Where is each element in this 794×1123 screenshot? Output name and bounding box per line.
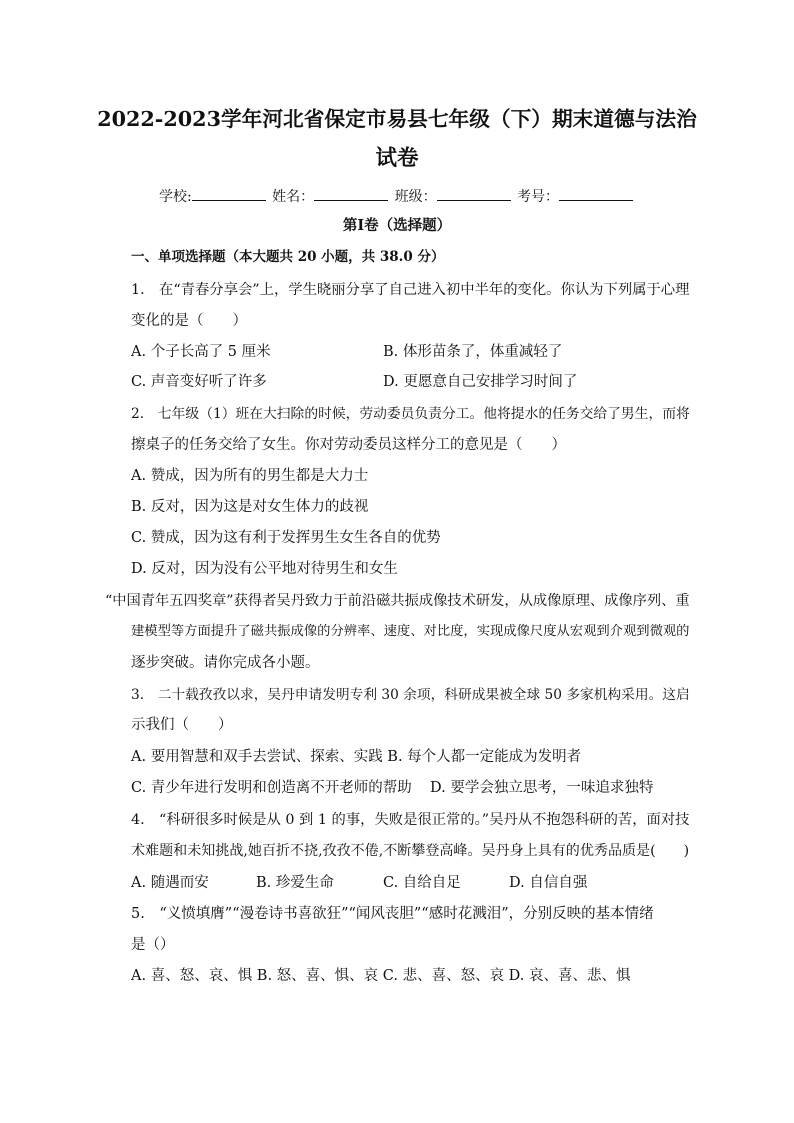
section-title: 第Ⅰ卷（选择题） bbox=[342, 217, 452, 234]
q2-option-c: C. 赞成，因为这有利于发挥男生女生各自的优势 bbox=[131, 530, 441, 546]
class-blank bbox=[437, 186, 511, 201]
q4-option-d: D. 自信自强 bbox=[509, 875, 588, 891]
q3-options-a-b: A. 要用智慧和双手去尝试、探索、实践 B. 每个人都一定能成为发明者 bbox=[131, 749, 582, 765]
q2-stem-line-2: 擦桌子的任务交给了女生。你对劳动委员这样分工的意见是（ ） bbox=[131, 437, 566, 453]
exam-number-label: 考号： bbox=[517, 189, 560, 205]
q2-stem-line-1: 2. 七年级（1）班在大扫除的时候，劳动委员负责分工。他将提水的任务交给了男生，而将 bbox=[131, 406, 690, 422]
q3-stem-line-2: 示我们（ ） bbox=[131, 717, 233, 733]
q4-option-c: C. 自给自足 bbox=[383, 875, 461, 891]
q1-stem-line-2: 变化的是（ ） bbox=[131, 313, 247, 329]
exam-title-line-1: 2022-2023学年河北省保定市易县七年级（下）期末道德与法治 bbox=[97, 107, 697, 131]
exam-title-line-2: 试卷 bbox=[375, 146, 419, 171]
q5-stem-line-2: 是（） bbox=[131, 937, 175, 953]
name-label: 姓名： bbox=[272, 189, 315, 205]
q3-option-c: C. 青少年进行发明和创造离不开老师的帮助 bbox=[131, 780, 412, 796]
q5-stem-line-1: 5. “义愤填膺”“漫卷诗书喜欲狂”“闻风丧胆”“感时花溅泪”，分别反映的基本情绪 bbox=[131, 906, 654, 922]
q4-option-b: B. 珍爱生命 bbox=[256, 875, 334, 891]
school-label: 学校: bbox=[158, 189, 192, 205]
q3-option-d: D. 要学会独立思考，一味追求独特 bbox=[430, 780, 654, 796]
q3-stem-line-1: 3. 二十载孜孜以求，吴丹申请发明专利 30 余项，科研成果被全球 50 多家机构采用。这启 bbox=[131, 687, 690, 703]
q4-option-a: A. 随遇而安 bbox=[131, 875, 209, 891]
exam-number-blank bbox=[559, 186, 633, 201]
name-blank bbox=[314, 186, 388, 201]
passage-line-3: 逐步突破。请你完成各小题。 bbox=[131, 655, 320, 671]
passage-line-1: “中国青年五四奖章”获得者吴丹致力于前沿磁共振成像技术研发，从成像原理、成像序列、重 bbox=[105, 593, 690, 609]
school-blank bbox=[192, 186, 266, 201]
q1-option-b: B. 体形苗条了，体重减轻了 bbox=[383, 344, 563, 360]
q4-stem-line-2: 术难题和未知挑战,她百折不挠,孜孜不倦,不断攀登高峰。吴丹身上具有的优秀品质是( ) bbox=[131, 843, 690, 859]
student-info-row bbox=[0, 186, 794, 207]
q1-option-d: D. 更愿意自己安排学习时间了 bbox=[383, 374, 578, 390]
class-label: 班级： bbox=[394, 189, 437, 205]
q2-option-b: B. 反对，因为这是对女生体力的歧视 bbox=[131, 499, 369, 515]
q2-option-a: A. 赞成，因为所有的男生都是大力士 bbox=[131, 468, 369, 484]
q4-stem-line-1: 4. “科研很多时候是从 0 到 1 的事，失败是很正常的。”吴丹从不抱怨科研的苦，面对技 bbox=[131, 812, 690, 828]
q5-options: A. 喜、怒、哀、惧 B. 怒、喜、惧、哀 C. 悲、喜、怒、哀 D. 哀、喜、悲、惧 bbox=[131, 968, 631, 984]
q2-option-d: D. 反对，因为没有公平地对待男生和女生 bbox=[131, 561, 398, 577]
q1-stem-line-1: 1. 在“青春分享会”上，学生晓丽分享了自己进入初中半年的变化。你认为下列属于心理 bbox=[131, 282, 690, 298]
part-heading: 一、单项选择题（本大题共 20 小题，共 38.0 分） bbox=[131, 249, 445, 265]
passage-line-2: 建模型等方面提升了磁共振成像的分辨率、速度、对比度，实现成像尺度从宏观到介观到微观的 bbox=[131, 624, 690, 639]
q1-option-a: A. 个子长高了 5 厘米 bbox=[131, 344, 271, 360]
q1-option-c: C. 声音变好听了许多 bbox=[131, 374, 267, 390]
